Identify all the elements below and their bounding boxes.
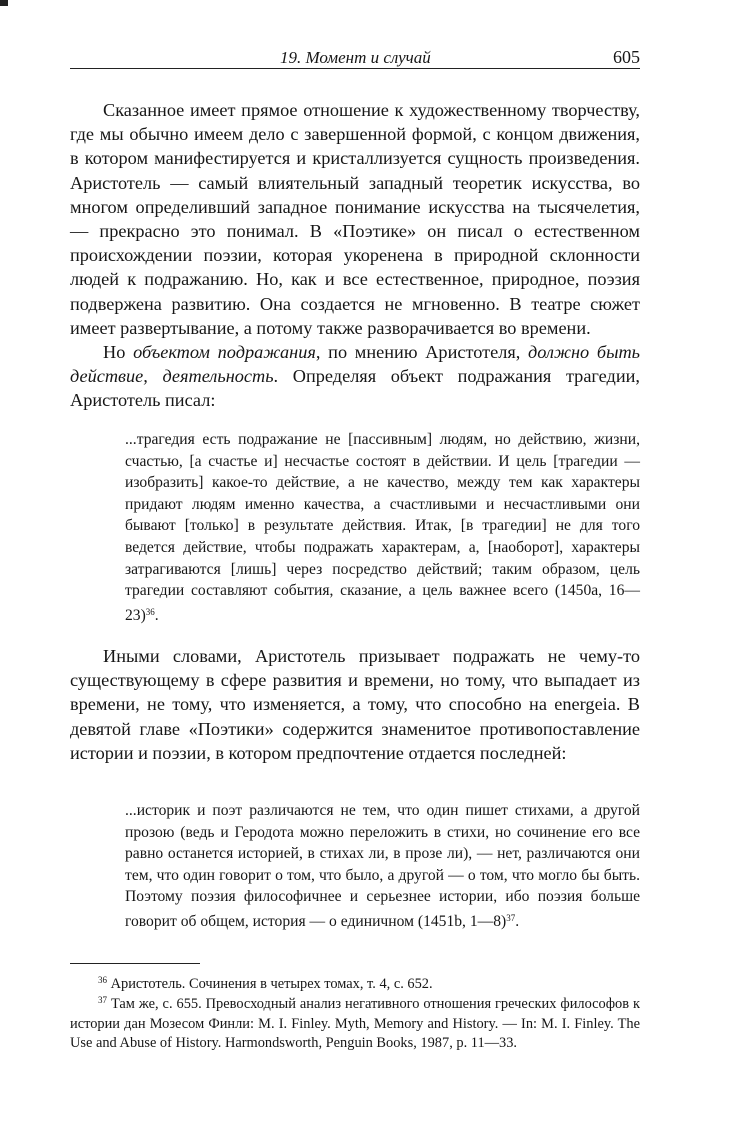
paragraph-2-text-c: . Определяя объект подражания трагедии, Аристотель писал: <box>70 366 640 411</box>
footnote-37 <box>70 991 640 1054</box>
block-quote-2 <box>125 800 640 933</box>
footnote-separator <box>70 963 200 964</box>
paragraph-2-emphasis-b: должно быть действие, деятельность <box>70 342 640 387</box>
block-quote-1-end: . <box>154 606 159 624</box>
paragraph-1: Сказанное имеет прямое отношение к художественному творчеству, где мы обычно имеем дело с завершенной формой, с концом движения, в котором манифестируется и кристаллизуется сущность произведения. Аристотель — самый влиятельный западный теоретик искусства, во многом определивший западное понимание искусства на тысячелетия, — прекрасно это понимал. В «Поэтике» он писал о естественном происхождении поэзии, которая укоренена в природной склонности людей к подражанию. Но, как и все естественное, природное, поэзия подвержена развитию. Она создается не мгновенно. В театре сюжет имеет развертывание, а потому также разворачивается во времени. <box>70 100 640 338</box>
footnote-36-text: Аристотель. Сочинения в четырех томах, т. 4, с. 652. <box>110 976 433 992</box>
footnote-37-number: 37 <box>98 995 107 1005</box>
paragraph-2 <box>70 340 640 413</box>
page-number: 605 <box>613 47 640 67</box>
paragraph-3: Иными словами, Аристотель призывает подражать не чему-то существующему в сфере развития и времени, но тому, что выпадает из времени, не тому, что изменяется, а тому, что способно на energeia. В девятой главе «Поэтики» содержится знаменитое противопоставление истории и поэзии, в котором предпочтение отдается последней: <box>70 646 640 763</box>
block-quote-2-text: ...историк и поэт различаются не тем, что один пишет стихами, а другой прозою (ведь и Геродота можно переложить в стихи, но сочинение его все равно останется историей, в стихах ли, в прозе ли), — нет, различаются они тем, что один говорит о том, что было, а другой — о том, что могло бы быть. Поэтому поэзия философичнее и серьезнее истории, ибо поэзия больше говорит об общем, история — о единичном (1451b, 1—8) <box>125 802 640 930</box>
paragraph-2-text-a: Но <box>103 342 134 362</box>
page-header <box>70 44 640 69</box>
block-quote-1-text: ...трагедия есть подражание не [пассивным] людям, но действию, жизни, счастью, [а счастье и] несчастье состоят в действии. И цель [трагедии — изобразить] какое-то действие, а не качество, между тем как характеры придают людям именно качества, а счастливыми и несчастливыми они бывают [только] в результате действия. Итак, [в трагедии] не для того ведется действие, чтобы подражать характерам, а, [наоборот], характеры затрагиваются [лишь] через посредство действий; таким образом, цель трагедии составляют события, сказание, а цель важнее всего (1450a, 16—23) <box>125 431 640 624</box>
running-title: 19. Момент и случай <box>280 48 431 67</box>
footnote-36-number: 36 <box>98 975 107 985</box>
footnote-ref-37[interactable]: 37 <box>506 912 516 923</box>
footnote-37-text: Там же, с. 655. Превосходный анализ негативного отношения греческих философов к истории дан Мозесом Финли: M. I. Finley. Myth, Memory and History. — In: M. I. Finley. The Use and Abuse of History. Harmondsworth, Penguin Books, 1987, p. 11—33. <box>70 996 640 1052</box>
block-quote-1 <box>125 429 640 626</box>
block-quote-2-end: . <box>515 912 520 930</box>
scan-corner-mark <box>0 0 8 6</box>
paragraph-2-emphasis-a: объектом подражания <box>133 342 316 362</box>
footnote-ref-36[interactable]: 36 <box>145 606 155 617</box>
paragraph-2-text-b: , по мнению Аристотеля, <box>315 342 529 362</box>
